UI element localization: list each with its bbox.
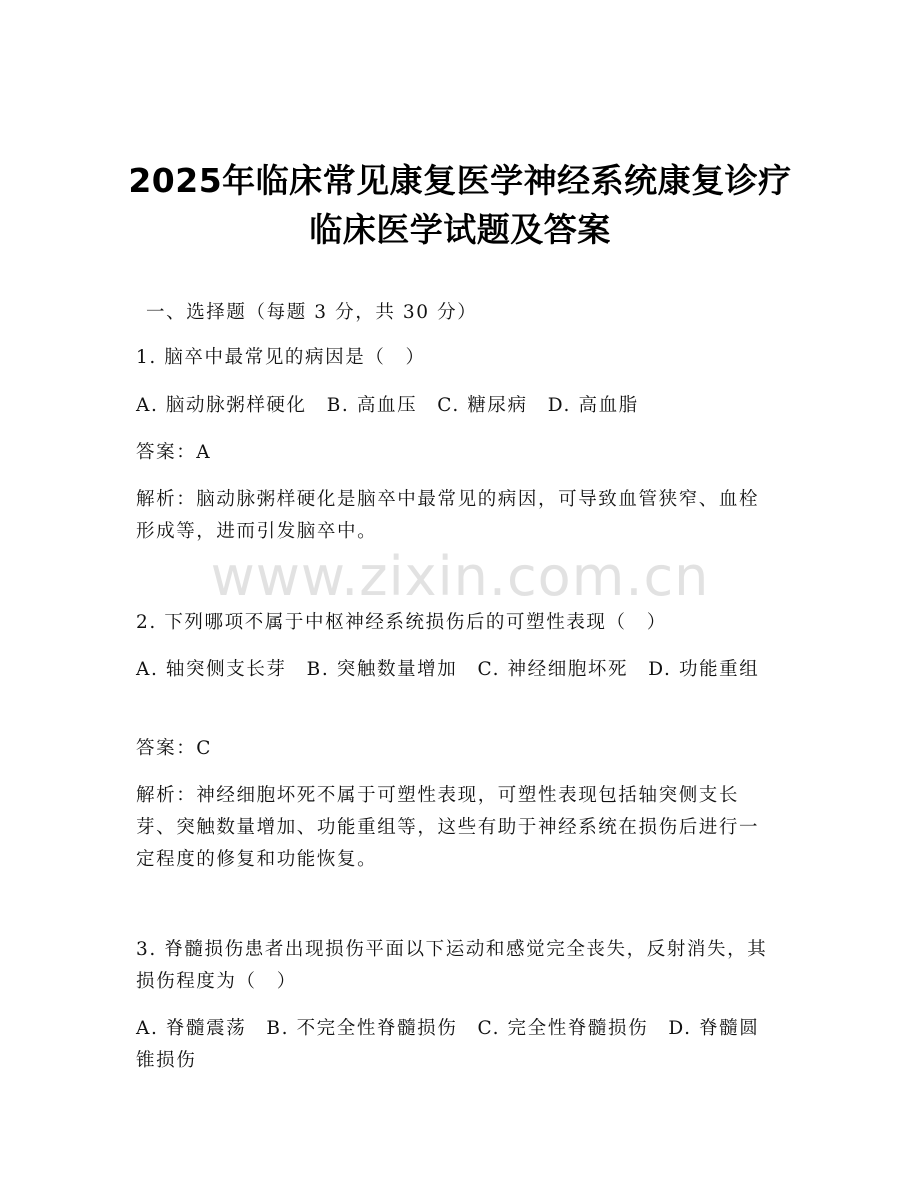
question-2-analysis: 解析：神经细胞坏死不属于可塑性表现，可塑性表现包括轴突侧支长芽、突触数量增加、功能重组等，这些有助于神经系统在损伤后进行一定程度的修复和功能恢复。	[136, 785, 760, 870]
question-3-stem: 3. 脊髓损伤患者出现损伤平面以下运动和感觉完全丧失，反射消失，其损伤程度为（ ）	[136, 939, 768, 992]
question-2-stem: 2. 下列哪项不属于中枢神经系统损伤后的可塑性表现（ ）	[136, 612, 667, 633]
question-2-options: A. 轴突侧支长芽 B. 突触数量增加 C. 神经细胞坏死 D. 功能重组	[136, 659, 760, 680]
document-title-line-2: 临床医学试题及答案	[309, 210, 611, 249]
question-2-answer: 答案：C	[136, 738, 213, 759]
section-heading: 一、选择题（每题 3 分，共 30 分）	[146, 302, 478, 323]
question-1-answer: 答案：A	[136, 442, 212, 463]
document-title-line-1: 2025年临床常见康复医学神经系统康复诊疗	[128, 161, 792, 200]
question-3-options: A. 脊髓震荡 B. 不完全性脊髓损伤 C. 完全性脊髓损伤 D. 脊髓圆锥损伤	[136, 1018, 760, 1071]
question-1-options: A. 脑动脉粥样硬化 B. 高血压 C. 糖尿病 D. 高血脂	[136, 395, 639, 416]
question-1-analysis: 解析：脑动脉粥样硬化是脑卒中最常见的病因，可导致血管狭窄、血栓形成等，进而引发脑卒中。	[136, 489, 760, 542]
question-1-stem: 1. 脑卒中最常见的病因是（ ）	[136, 347, 426, 368]
watermark: www.zixin.com.cn	[210, 545, 710, 608]
